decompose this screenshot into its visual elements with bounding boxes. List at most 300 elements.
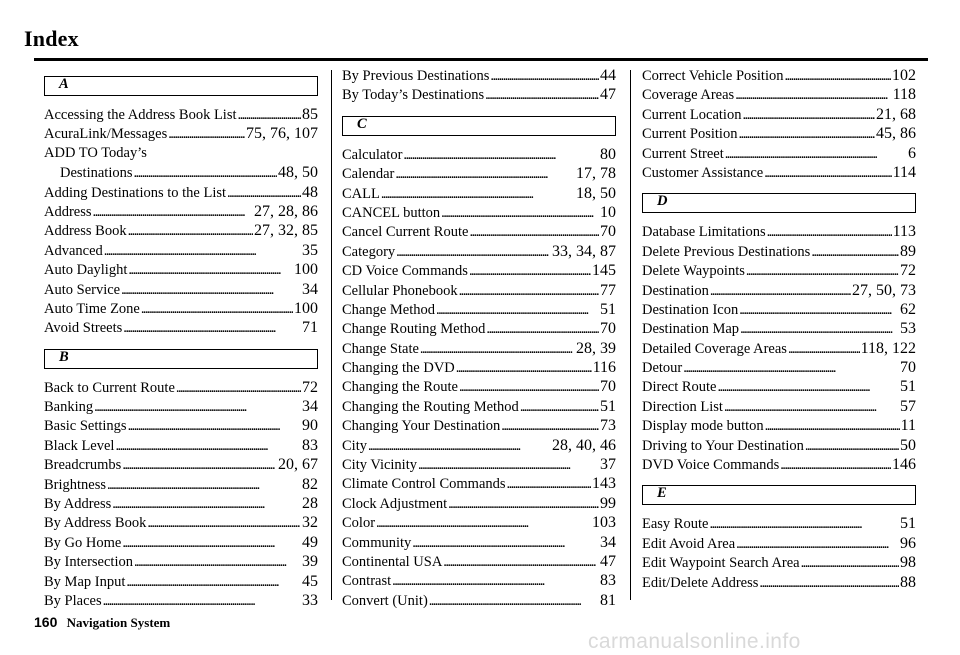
dot-leader: [710, 282, 851, 301]
index-term: Current Street: [642, 145, 724, 162]
page-references: 113: [892, 223, 916, 241]
index-term: Changing the Route: [342, 379, 458, 396]
index-entry: [342, 319, 616, 338]
dot-leader: [780, 456, 891, 475]
index-entry: [642, 377, 916, 396]
dot-leader: [122, 456, 277, 475]
dot-leader: [459, 282, 599, 301]
index-entry: [342, 261, 616, 280]
index-entry: [642, 163, 916, 182]
index-entry: [342, 377, 616, 396]
page-references: 28, 40, 46: [552, 436, 616, 454]
dot-leader: [436, 301, 599, 320]
index-entry: [642, 85, 916, 104]
index-entry: [342, 571, 616, 590]
dot-leader: [168, 125, 245, 144]
page-references: 11: [900, 417, 916, 435]
index-entry: [642, 534, 916, 553]
index-term: Coverage Areas: [642, 87, 735, 104]
page-references: 51: [600, 397, 616, 415]
index-term: Current Location: [642, 106, 742, 123]
index-entry: [642, 573, 916, 592]
page-references: 143: [592, 475, 616, 493]
index-term: Destinations: [60, 165, 133, 182]
index-entry: [642, 553, 916, 572]
page-references: 51: [900, 378, 916, 396]
index-term: Customer Assistance: [642, 164, 764, 181]
index-column-2: [342, 66, 616, 610]
index-term: Edit Avoid Area: [642, 535, 736, 552]
page-references: 75, 76, 107: [246, 125, 318, 143]
index-term: Community: [342, 534, 412, 551]
page-references: 37: [600, 456, 616, 474]
page-references: 146: [892, 456, 916, 474]
section-letter: C: [357, 115, 367, 132]
dot-leader: [141, 300, 293, 319]
index-term: Auto Daylight: [44, 262, 128, 279]
index-entry: [44, 280, 318, 299]
page-references: 48: [302, 183, 318, 201]
dot-leader: [123, 319, 301, 338]
title-rule: [34, 58, 928, 61]
dot-leader: [441, 204, 599, 223]
index-entry: [44, 299, 318, 318]
index-term: Black Level: [44, 437, 115, 454]
index-entry: [642, 397, 916, 416]
index-entry: [342, 66, 616, 85]
index-term: DVD Voice Commands: [642, 457, 780, 474]
page-references: 18, 50: [576, 184, 616, 202]
index-term: Driving to Your Destination: [642, 437, 804, 454]
index-term: Detailed Coverage Areas: [642, 340, 787, 357]
index-entry: [642, 300, 916, 319]
page-number: 160: [34, 614, 58, 630]
index-term: Changing Your Destination: [342, 418, 501, 435]
section-letter: A: [59, 76, 69, 92]
page-references: 85: [302, 106, 318, 123]
page-references: 98: [900, 554, 916, 572]
index-term: Climate Control Commands: [342, 476, 506, 493]
index-entry: [342, 533, 616, 552]
page-title: Index: [24, 26, 79, 51]
dot-leader: [469, 262, 591, 281]
dot-leader: [420, 340, 575, 359]
dot-leader: [739, 301, 899, 320]
page-references: 57: [900, 397, 916, 415]
index-entry: [44, 378, 318, 397]
page-references: 100: [294, 299, 318, 317]
page-references: 102: [892, 67, 916, 84]
page-references: 49: [302, 533, 318, 551]
index-term: Back to Current Route: [44, 379, 175, 396]
dot-leader: [448, 495, 599, 514]
index-entry: [44, 183, 318, 202]
dot-leader: [396, 243, 551, 262]
index-term: Cancel Current Route: [342, 224, 469, 241]
index-entry: [44, 221, 318, 240]
dot-leader: [443, 553, 599, 572]
dot-leader: [490, 67, 599, 86]
index-term: Calendar: [342, 166, 395, 183]
index-term: By Places: [44, 592, 102, 609]
dot-leader: [740, 320, 899, 339]
page-references: 51: [600, 300, 616, 318]
index-entry: [342, 474, 616, 493]
page-references: 33, 34, 87: [552, 242, 616, 260]
index-term: Database Limitations: [642, 224, 766, 241]
section-header-b: [44, 349, 318, 369]
section-letter: D: [657, 193, 668, 210]
index-term: Direction List: [642, 398, 723, 415]
index-entry: [342, 242, 616, 261]
page-references: 50: [900, 436, 916, 454]
dot-leader: [746, 262, 899, 281]
index-term: Address: [44, 203, 92, 220]
index-term: By Address: [44, 496, 112, 513]
page-references: 27, 28, 86: [254, 202, 318, 220]
index-column-1: [44, 66, 318, 610]
dot-leader: [238, 106, 301, 125]
index-entry: [44, 494, 318, 513]
dot-leader: [121, 281, 301, 300]
dot-leader: [735, 86, 891, 105]
dot-leader: [788, 340, 860, 359]
dot-leader: [103, 592, 301, 611]
page-references: 77: [600, 281, 616, 299]
index-term: Auto Time Zone: [44, 300, 140, 317]
dot-leader: [395, 165, 575, 184]
index-entry: [44, 105, 318, 124]
index-term: By Map Input: [44, 573, 126, 590]
dot-leader: [126, 573, 301, 592]
page-references: 82: [302, 475, 318, 493]
page-references: 70: [600, 378, 616, 396]
dot-leader: [709, 515, 899, 534]
dot-leader: [805, 437, 899, 456]
section-header-d: [642, 193, 916, 213]
dot-leader: [93, 203, 253, 222]
index-entry: [342, 222, 616, 241]
index-entry: [342, 339, 616, 358]
section-header-c: [342, 116, 616, 136]
dot-leader: [683, 359, 899, 378]
page-references: 70: [600, 320, 616, 338]
page-references: 103: [592, 514, 616, 532]
section-header-a: [44, 76, 318, 96]
index-entry: [44, 416, 318, 435]
column-divider: [331, 70, 332, 600]
index-term: Delete Previous Destinations: [642, 243, 811, 260]
index-term: Detour: [642, 360, 683, 377]
index-entry: [642, 416, 916, 435]
index-entry: [44, 260, 318, 279]
page-references: 99: [600, 494, 616, 512]
index-term: Convert (Unit): [342, 592, 428, 609]
index-term: Destination Map: [642, 321, 740, 338]
index-entry: [642, 514, 916, 533]
index-entry: [642, 66, 916, 85]
index-term: Changing the Routing Method: [342, 398, 519, 415]
page-references: 10: [600, 203, 616, 221]
index-entry: [342, 494, 616, 513]
dot-leader: [738, 125, 875, 144]
index-term: Address Book: [44, 223, 127, 240]
index-term: Destination: [642, 282, 709, 299]
page-references: 34: [302, 280, 318, 298]
dot-leader: [459, 378, 599, 397]
index-entry: [642, 124, 916, 143]
index-term: Brightness: [44, 476, 107, 493]
index-entry: [44, 572, 318, 591]
page-references: 33: [302, 591, 318, 609]
dot-leader: [128, 417, 301, 436]
page-references: 48, 50: [278, 164, 318, 182]
index-term: By Intersection: [44, 554, 133, 571]
page-references: 6: [908, 144, 916, 162]
index-entry: [44, 513, 318, 532]
index-entry: [642, 242, 916, 261]
footer-section-title: Navigation System: [66, 615, 171, 630]
dot-leader: [412, 534, 599, 553]
index-term: Breadcrumbs: [44, 457, 122, 474]
index-entry: [342, 85, 616, 104]
index-term: By Previous Destinations: [342, 68, 490, 84]
index-entry: [342, 416, 616, 435]
dot-leader: [94, 398, 301, 417]
dot-leader: [134, 164, 278, 183]
index-entry: [342, 358, 616, 377]
index-term: Calculator: [342, 146, 403, 163]
page-references: 27, 50, 73: [852, 281, 916, 299]
index-entry: [44, 202, 318, 221]
page-references: 47: [600, 552, 616, 570]
index-term: ADD TO Today’s: [44, 144, 147, 161]
dot-leader: [376, 514, 591, 533]
page-references: 81: [600, 591, 616, 609]
dot-leader: [128, 261, 293, 280]
index-term: Advanced: [44, 242, 103, 259]
dot-leader: [520, 398, 599, 417]
index-term: Clock Adjustment: [342, 495, 448, 512]
index-term: Display mode button: [642, 418, 764, 435]
index-term: Cellular Phonebook: [342, 282, 458, 299]
index-term: City: [342, 437, 367, 454]
dot-leader: [418, 456, 599, 475]
page-references: 88: [900, 573, 916, 591]
index-entry: [642, 358, 916, 377]
page-references: 35: [302, 241, 318, 259]
index-term: Accessing the Address Book List: [44, 107, 237, 123]
dot-leader: [736, 535, 899, 554]
index-term: Direct Route: [642, 379, 717, 396]
page-references: 70: [900, 359, 916, 377]
page-references: 32: [302, 514, 318, 532]
page-references: 20, 67: [278, 456, 318, 474]
dot-leader: [765, 417, 900, 436]
section-header-e: [642, 485, 916, 505]
index-term: Edit/Delete Address: [642, 574, 759, 591]
dot-leader: [507, 475, 591, 494]
page-references: 145: [592, 262, 616, 280]
dot-leader: [501, 417, 599, 436]
page-references: 114: [892, 163, 916, 181]
dot-leader: [128, 222, 253, 241]
index-entry: [44, 397, 318, 416]
index-term: Change Routing Method: [342, 321, 486, 338]
page-references: 34: [302, 398, 318, 416]
index-entry: [44, 533, 318, 552]
index-entry: [342, 300, 616, 319]
dot-leader: [811, 243, 899, 262]
index-term: Change Method: [342, 301, 436, 318]
page-footer: [34, 614, 170, 631]
page-references: 28, 39: [576, 339, 616, 357]
index-term: AcuraLink/Messages: [44, 126, 168, 143]
page-references: 44: [600, 67, 616, 84]
dot-leader: [392, 572, 599, 591]
page-references: 51: [900, 515, 916, 533]
dot-leader: [485, 86, 599, 105]
index-entry: [642, 339, 916, 358]
index-term: Basic Settings: [44, 418, 127, 435]
page-references: 96: [900, 534, 916, 552]
dot-leader: [801, 554, 899, 573]
index-entry: [642, 144, 916, 163]
index-term: Destination Icon: [642, 301, 739, 318]
index-term: Easy Route: [642, 516, 709, 533]
section-letter: E: [657, 485, 667, 502]
dot-leader: [767, 223, 892, 242]
page-references: 34: [600, 533, 616, 551]
index-term: City Vicinity: [342, 457, 417, 474]
dot-leader: [469, 223, 599, 242]
index-entry: [642, 222, 916, 241]
dot-leader: [725, 145, 907, 164]
dot-leader: [759, 574, 899, 593]
index-entry: [44, 124, 318, 143]
index-entry: [44, 475, 318, 494]
dot-leader: [107, 476, 301, 495]
page-references: 28: [302, 495, 318, 513]
index-entry: [642, 281, 916, 300]
page-references: 116: [592, 359, 616, 377]
index-term: Auto Service: [44, 281, 121, 298]
dot-leader: [718, 378, 900, 397]
index-term: By Today’s Destinations: [342, 87, 485, 104]
dot-leader: [403, 146, 599, 165]
index-entry: [342, 552, 616, 571]
index-term: Change State: [342, 340, 419, 357]
page-references: 71: [302, 319, 318, 337]
index-term: Category: [342, 243, 396, 260]
page-references: 118, 122: [860, 339, 916, 357]
index-term: Changing the DVD: [342, 360, 455, 377]
index-entry: [642, 261, 916, 280]
dot-leader: [764, 164, 891, 183]
page-references: 70: [600, 223, 616, 241]
column-divider: [630, 70, 631, 600]
index-entry: [342, 455, 616, 474]
page-references: 83: [302, 436, 318, 454]
dot-leader: [115, 437, 301, 456]
page-references: 83: [600, 572, 616, 590]
index-entry: [342, 203, 616, 222]
page-references: 90: [302, 417, 318, 435]
page-references: 89: [900, 242, 916, 260]
index-entry: [342, 184, 616, 203]
index-term: Avoid Streets: [44, 320, 123, 337]
index-entry: [342, 281, 616, 300]
page-references: 73: [600, 417, 616, 435]
page-references: 39: [302, 553, 318, 571]
page-references: 62: [900, 300, 916, 318]
dot-leader: [122, 534, 301, 553]
dot-leader: [227, 184, 301, 203]
page-references: 118: [892, 86, 916, 104]
dot-leader: [742, 106, 875, 125]
dot-leader: [381, 185, 575, 204]
index-entry: [44, 552, 318, 571]
page-references: 27, 32, 85: [254, 222, 318, 240]
index-term: CD Voice Commands: [342, 263, 468, 280]
watermark-text: carmanualsonline.info: [588, 630, 801, 653]
page-references: 72: [302, 378, 318, 396]
index-term: Delete Waypoints: [642, 263, 745, 280]
dot-leader: [429, 592, 599, 611]
dot-leader: [147, 514, 301, 533]
page-references: 72: [900, 262, 916, 280]
index-entry: [44, 241, 318, 260]
index-entry: [642, 436, 916, 455]
index-entry: [342, 513, 616, 532]
page-references: 45: [302, 572, 318, 590]
index-column-3: [642, 66, 916, 592]
page-references: 45, 86: [876, 125, 916, 143]
index-entry: [642, 455, 916, 474]
index-entry: [642, 105, 916, 124]
index-term: Adding Destinations to the List: [44, 184, 227, 201]
index-entry: [342, 591, 616, 610]
index-term: Color: [342, 515, 376, 532]
index-entry: [44, 591, 318, 610]
index-term: Edit Waypoint Search Area: [642, 555, 800, 572]
index-term: Contrast: [342, 573, 392, 590]
index-entry: [342, 145, 616, 164]
index-entry: [44, 144, 318, 163]
dot-leader: [456, 359, 592, 378]
dot-leader: [785, 67, 892, 86]
dot-leader: [134, 553, 301, 572]
page-references: 80: [600, 145, 616, 163]
page-references: 100: [294, 261, 318, 279]
dot-leader: [724, 398, 899, 417]
index-term: Correct Vehicle Position: [642, 68, 784, 84]
index-entry: [44, 455, 318, 474]
index-entry: [44, 436, 318, 455]
index-term: CANCEL button: [342, 204, 441, 221]
index-entry: [44, 318, 318, 337]
dot-leader: [486, 320, 599, 339]
dot-leader: [112, 495, 301, 514]
index-entry: [44, 163, 318, 182]
index-term: CALL: [342, 185, 380, 202]
index-term: By Address Book: [44, 515, 147, 532]
index-term: Banking: [44, 399, 94, 416]
index-term: Current Position: [642, 126, 738, 143]
index-entry: [342, 436, 616, 455]
page-references: 47: [600, 86, 616, 104]
dot-leader: [176, 379, 301, 398]
